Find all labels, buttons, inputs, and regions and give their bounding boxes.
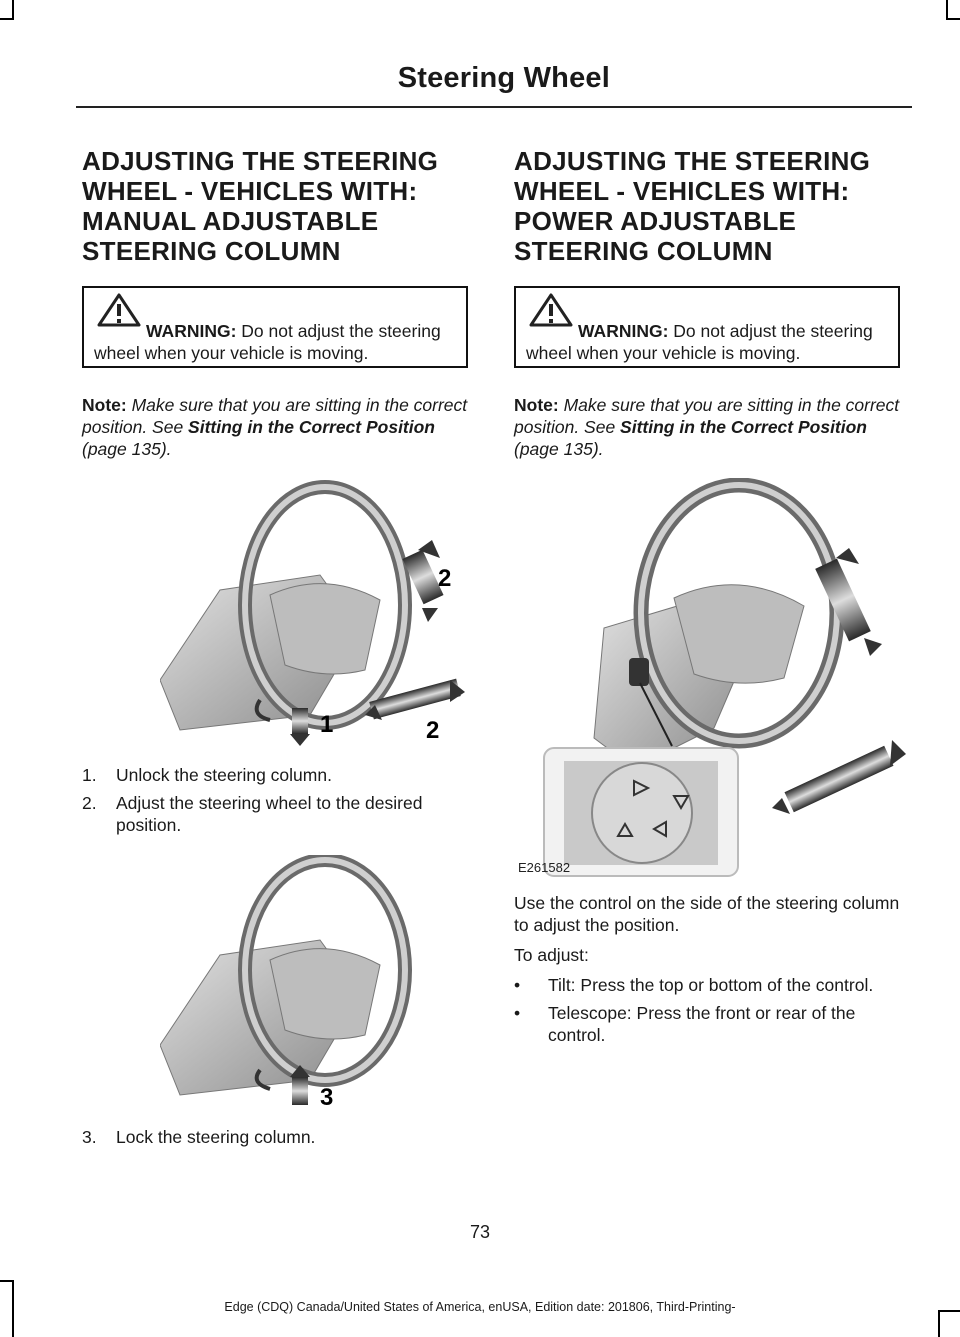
warning-label: WARNING: <box>578 321 669 341</box>
note-body: Make sure that you are sitting in the correct position. See <box>514 395 900 437</box>
warning-triangle-icon <box>528 292 574 328</box>
left-column <box>82 146 472 459</box>
warning-text <box>94 320 456 364</box>
bullet-text: Telescope: Press the front or rear of the control. <box>548 1003 856 1045</box>
page-footer: Edge (CDQ) Canada/United States of America, enUSA, Edition date: 201806, Third-Printing- <box>224 1300 736 1314</box>
note <box>82 394 474 460</box>
section-heading-manual <box>82 146 472 266</box>
step-number: 3. <box>82 1127 97 1147</box>
step-text: Adjust the steering wheel to the desired position. <box>116 793 423 835</box>
bullet: • <box>514 975 521 995</box>
warning-label: WARNING: <box>146 321 237 341</box>
figure-label: 2 <box>426 717 440 744</box>
warning-triangle-icon <box>96 292 142 328</box>
list-item <box>514 1002 906 1046</box>
heading-line: POWER ADJUSTABLE <box>514 206 797 236</box>
heading-line: STEERING COLUMN <box>82 236 341 266</box>
steps-list-1 <box>82 764 474 842</box>
page-number: 73 <box>469 1222 491 1242</box>
step-text: Lock the steering column. <box>116 1127 316 1147</box>
heading-line: WHEEL - VEHICLES WITH: <box>82 176 418 206</box>
paragraph-instruction: Use the control on the side of the steering column to adjust the position. <box>514 893 900 935</box>
heading-line: WHEEL - VEHICLES WITH: <box>514 176 850 206</box>
list-item <box>82 792 474 836</box>
adjust-bullets <box>514 974 906 1052</box>
figure-code: E261582 <box>518 860 571 875</box>
step-number: 1. <box>82 765 97 785</box>
heading-line: STEERING COLUMN <box>514 236 773 266</box>
note-link[interactable]: Sitting in the Correct Position <box>188 417 435 437</box>
list-item <box>82 764 474 786</box>
note-link[interactable]: Sitting in the Correct Position <box>620 417 867 437</box>
step-text: Unlock the steering column. <box>116 765 332 785</box>
lock-steering-column-figure <box>160 855 480 1115</box>
note-body: Make sure that you are sitting in the correct position. See <box>82 395 468 437</box>
warning-body: Do not adjust the steering wheel when your vehicle is moving. <box>526 321 873 363</box>
crop-mark <box>946 0 948 20</box>
header-rule <box>76 106 912 108</box>
paragraph-to-adjust: To adjust: <box>514 945 589 965</box>
note-page-ref: (page 135). <box>514 439 604 459</box>
crop-mark <box>938 1310 940 1337</box>
note-page-ref: (page 135). <box>82 439 172 459</box>
crop-mark <box>946 18 960 20</box>
bullet-text: Tilt: Press the top or bottom of the control. <box>548 975 874 995</box>
crop-mark <box>0 1280 14 1282</box>
figure-label: 1 <box>320 711 334 738</box>
bullet: • <box>514 1003 521 1023</box>
page-header-title: Steering Wheel <box>397 62 610 94</box>
heading-line: MANUAL ADJUSTABLE <box>82 206 379 236</box>
crop-mark <box>12 0 14 20</box>
warning-box <box>82 286 468 368</box>
heading-line: ADJUSTING THE STEERING <box>82 146 439 176</box>
step-number: 2. <box>82 793 97 813</box>
note-label: Note: <box>82 395 127 415</box>
list-item <box>514 974 906 996</box>
warning-body: Do not adjust the steering wheel when your vehicle is moving. <box>94 321 441 363</box>
right-column <box>514 146 904 459</box>
heading-line: ADJUSTING THE STEERING <box>514 146 871 176</box>
warning-box <box>514 286 900 368</box>
manual-steering-wheel-figure <box>160 480 480 750</box>
note-label: Note: <box>514 395 559 415</box>
note <box>514 394 906 460</box>
crop-mark <box>0 18 14 20</box>
section-heading-power <box>514 146 904 266</box>
warning-text <box>526 320 888 364</box>
steps-list-2 <box>82 1126 474 1154</box>
figure-label: 3 <box>320 1084 334 1111</box>
list-item <box>82 1126 474 1148</box>
figure-label: 2 <box>438 565 452 592</box>
power-steering-column-figure <box>514 478 910 878</box>
